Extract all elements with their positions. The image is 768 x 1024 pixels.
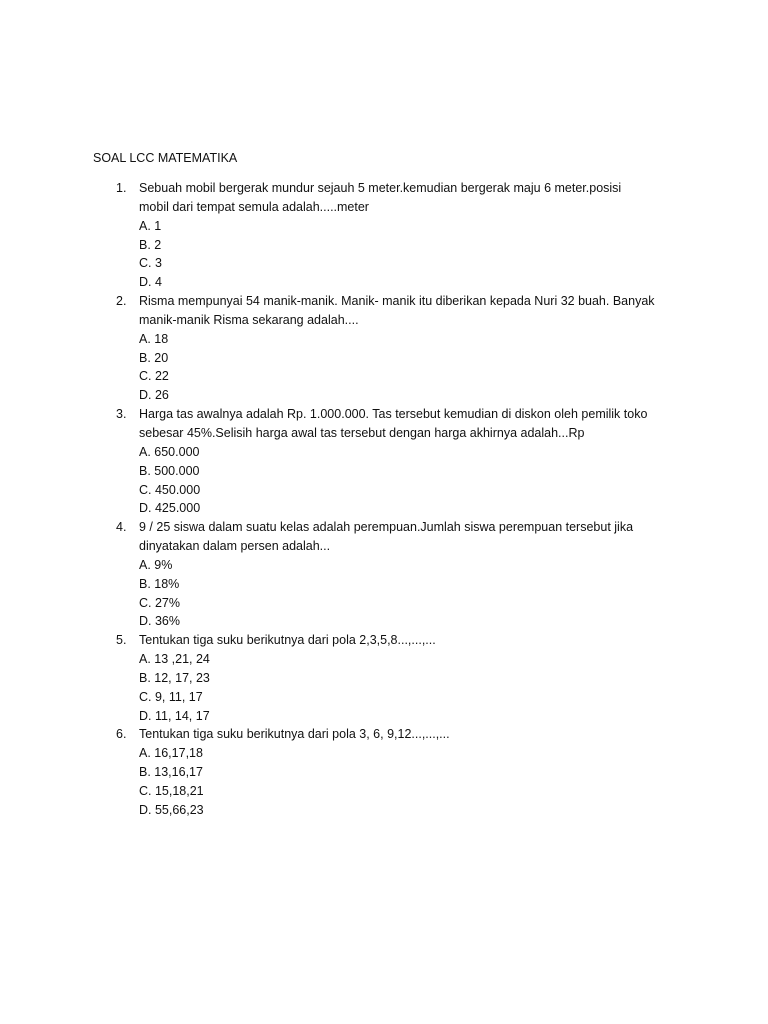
- question-text-line: Tentukan tiga suku berikutnya dari pola 2,3,5,8...,...,...: [139, 633, 436, 648]
- question-4: [0, 518, 768, 631]
- answer-option-d: D. 425.000: [139, 501, 201, 516]
- question-text: [139, 292, 687, 330]
- question-text-line: mobil dari tempat semula adalah.....meter: [139, 199, 369, 214]
- question-text: [139, 725, 687, 744]
- answer-options: [139, 744, 768, 819]
- question-text: [139, 518, 687, 556]
- question-6: [0, 725, 768, 819]
- answer-options: [139, 217, 768, 292]
- question-number: 1.: [116, 181, 127, 195]
- document-title: SOAL LCC MATEMATIKA: [93, 151, 238, 165]
- answer-option-d: D. 4: [139, 275, 162, 290]
- question-2: [0, 292, 768, 405]
- question-text-line: Tentukan tiga suku berikutnya dari pola 3, 6, 9,12...,...,...: [139, 727, 450, 742]
- question-text-line: Harga tas awalnya adalah Rp. 1.000.000. Tas tersebut kemudian di diskon oleh pemilik toko: [139, 407, 648, 422]
- question-number: 5.: [116, 633, 127, 648]
- answer-option-b: B. 2: [139, 237, 162, 252]
- answer-options: [139, 330, 768, 405]
- question-1: [0, 179, 768, 292]
- answer-option-b: B. 12, 17, 23: [139, 670, 210, 685]
- answer-option-d: D. 11, 14, 17: [139, 708, 210, 723]
- answer-options: [139, 443, 768, 518]
- answer-option-d: D. 36%: [139, 614, 180, 629]
- question-text: [139, 405, 687, 443]
- question-text-line: sebesar 45%.Selisih harga awal tas tersebut dengan harga akhirnya adalah...Rp: [139, 425, 585, 440]
- answer-option-a: A. 650.000: [139, 444, 200, 459]
- answer-option-a: A. 18: [139, 331, 169, 346]
- answer-option-a: A. 16,17,18: [139, 746, 203, 761]
- question-text: [139, 631, 687, 650]
- answer-option-b: B. 18%: [139, 576, 180, 591]
- question-text-line: dinyatakan dalam persen adalah...: [139, 539, 331, 554]
- question-text-line: manik-manik Risma sekarang adalah....: [139, 312, 359, 327]
- answer-option-b: B. 13,16,17: [139, 765, 203, 780]
- question-text: [139, 179, 687, 217]
- answer-option-d: D. 55,66,23: [139, 802, 204, 817]
- question-text-line: 9 / 25 siswa dalam suatu kelas adalah perempuan.Jumlah siswa perempuan tersebut jika: [139, 520, 634, 535]
- question-number: 4.: [116, 520, 127, 535]
- answer-option-d: D. 26: [139, 388, 169, 403]
- answer-option-c: C. 9, 11, 17: [139, 689, 203, 704]
- answer-options: [139, 556, 768, 631]
- question-5: [0, 631, 768, 725]
- answer-option-c: C. 22: [139, 369, 169, 384]
- answer-options: [139, 650, 768, 725]
- answer-option-a: A. 1: [139, 218, 162, 233]
- answer-option-c: C. 450.000: [139, 482, 201, 497]
- answer-option-a: A. 13 ,21, 24: [139, 652, 210, 667]
- question-number: 2.: [116, 294, 127, 309]
- question-3: [0, 405, 768, 518]
- question-text-line: Sebuah mobil bergerak mundur sejauh 5 meter.kemudian bergerak maju 6 meter.posisi: [139, 181, 622, 195]
- answer-option-c: C. 27%: [139, 595, 180, 610]
- question-list: [0, 179, 768, 820]
- question-number: 3.: [116, 407, 127, 422]
- question-number: 6.: [116, 727, 127, 742]
- answer-option-b: B. 20: [139, 350, 169, 365]
- answer-option-a: A. 9%: [139, 557, 173, 572]
- answer-option-c: C. 15,18,21: [139, 784, 204, 798]
- answer-option-b: B. 500.000: [139, 463, 200, 478]
- answer-option-c: C. 3: [139, 256, 162, 271]
- question-text-line: Risma mempunyai 54 manik-manik. Manik- manik itu diberikan kepada Nuri 32 buah. Banyak: [139, 294, 655, 309]
